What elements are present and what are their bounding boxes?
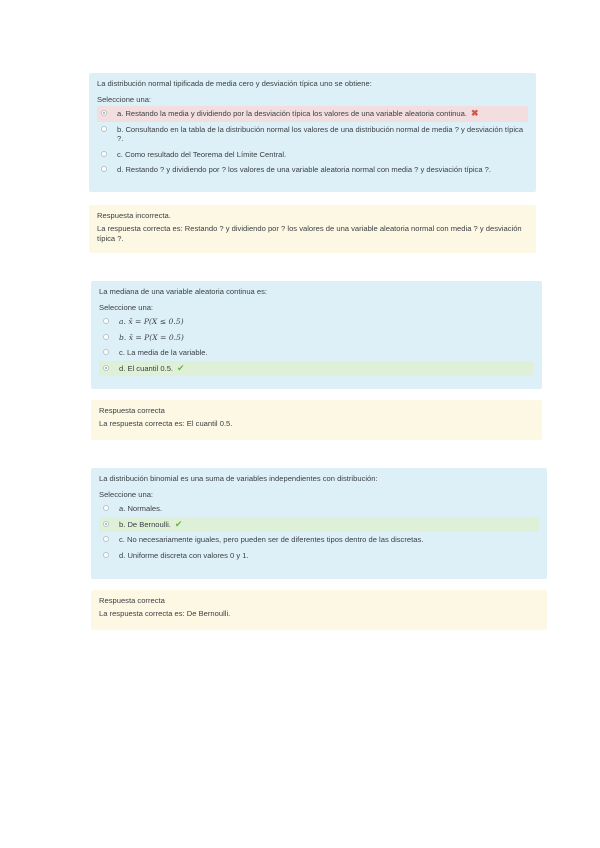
q2-option-b[interactable]	[99, 330, 534, 346]
question-2-box	[91, 281, 542, 389]
q2-option-b-label: b. x̄ = P(X = 0.5)	[119, 332, 184, 342]
q2-option-a[interactable]	[99, 314, 534, 330]
feedback-1-title: Respuesta incorrecta.	[97, 211, 171, 220]
q1-option-c-label: c. Como resultado del Teorema del Límite Central.	[117, 149, 287, 159]
q2-option-d-label: d. El cuantil 0.5.	[119, 363, 174, 373]
q3-option-d[interactable]	[99, 548, 539, 564]
question-3-prompt: Seleccione una:	[99, 490, 154, 499]
q1-option-a-label: a. Restando la media y dividiendo por la desviación típica los valores de una variable aleatoria continua.	[117, 109, 467, 118]
radio-button[interactable]	[103, 318, 109, 324]
correct-icon: ✔	[177, 362, 185, 373]
q1-option-b-label: b. Consultando en la tabla de la distribución normal los valores de una distribución normal de media ? y desviación típica ?.	[117, 124, 524, 143]
q1-option-d-label: d. Restando ? y dividiendo por ? los valores de una variable aleatoria normal con media ? y desviación típica ?.	[117, 165, 491, 174]
feedback-2-text: La respuesta correcta es: El cuantil 0.5.	[99, 419, 233, 428]
radio-button[interactable]	[101, 166, 107, 172]
q2-option-c-label: c. La media de la variable.	[119, 348, 208, 357]
correct-icon: ✔	[174, 518, 183, 529]
feedback-2-box	[91, 400, 542, 440]
q1-option-a[interactable]	[97, 106, 528, 122]
q1-option-c[interactable]	[97, 147, 528, 163]
radio-button[interactable]	[103, 334, 109, 340]
feedback-3-title: Respuesta correcta	[99, 596, 165, 605]
q3-option-a-label: a. Normales.	[119, 504, 163, 513]
question-3-box	[91, 468, 547, 579]
q3-option-a[interactable]	[99, 501, 539, 517]
q3-option-b[interactable]	[99, 517, 539, 533]
q1-option-b[interactable]	[97, 122, 528, 147]
q2-option-a-label: a. x̄ = P(X ≤ 0.5)	[119, 317, 184, 326]
q3-option-c[interactable]	[99, 532, 539, 548]
radio-button-checked[interactable]	[103, 521, 109, 527]
feedback-1-text: La respuesta correcta es: Restando ? y dividiendo por ? los valores de una variable aleatoria normal con media ? y desviación típica ?.	[97, 224, 522, 243]
question-1-text: La distribución normal tipificada de media cero y desviación típica uno se obtiene:	[97, 79, 372, 88]
question-1-prompt: Seleccione una:	[97, 95, 152, 104]
radio-button[interactable]	[103, 505, 109, 511]
radio-button[interactable]	[101, 151, 107, 157]
feedback-3-box	[91, 590, 547, 630]
q3-option-b-label: b. De Bernoulli.	[119, 519, 171, 529]
radio-button[interactable]	[101, 126, 107, 132]
q1-option-d[interactable]	[97, 162, 528, 178]
feedback-3-text: La respuesta correcta es: De Bernoulli.	[99, 609, 231, 618]
feedback-1-box	[89, 205, 536, 253]
incorrect-icon: ✖	[470, 108, 479, 118]
q2-option-c[interactable]	[99, 345, 534, 361]
question-2-text: La mediana de una variable aleatoria continua es:	[99, 287, 268, 296]
q2-option-d[interactable]	[99, 361, 534, 377]
feedback-2-title: Respuesta correcta	[99, 406, 165, 415]
question-2-prompt: Seleccione una:	[99, 303, 154, 312]
radio-button-checked[interactable]	[101, 110, 107, 116]
radio-button[interactable]	[103, 536, 109, 542]
q3-option-d-label: d. Uniforme discreta con valores 0 y 1.	[119, 550, 249, 560]
q3-option-c-label: c. No necesariamente iguales, pero pueden ser de diferentes tipos dentro de las discretas.	[119, 535, 424, 544]
radio-button[interactable]	[103, 349, 109, 355]
radio-button-checked[interactable]	[103, 365, 109, 371]
question-3-text: La distribución binomial es una suma de variables independientes con distribución:	[99, 474, 378, 483]
question-1-box	[89, 73, 536, 192]
radio-button[interactable]	[103, 552, 109, 558]
